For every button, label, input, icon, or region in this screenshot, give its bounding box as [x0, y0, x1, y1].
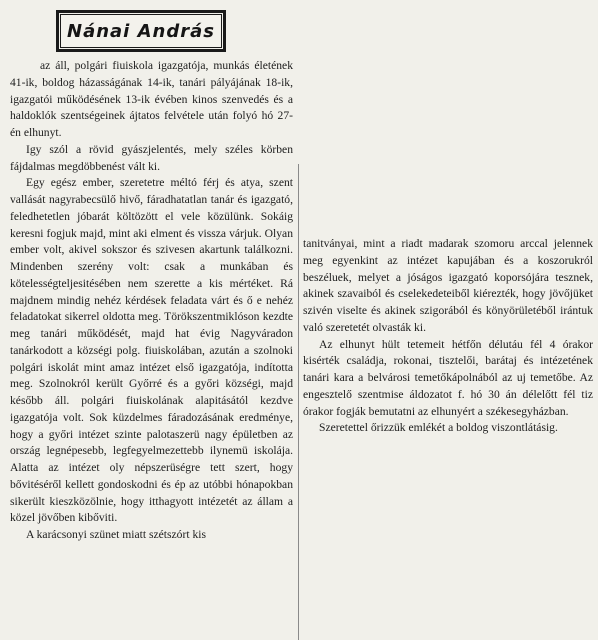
paragraph: A karácsonyi szünet miatt szétszórt kis — [26, 528, 206, 541]
left-column — [10, 58, 293, 544]
column-divider — [298, 164, 299, 640]
paragraph: az áll, polgári fiuiskola igazgatója, munkás életének 41-ik, boldog házasságának 14-ik, tanári pályájának 18-ik, igazgatói működésének 13-ik évében kinos szenvedés és a haldoklók szentségeinek ájtatos felvétele után folyó hó 27-én elhunyt. — [10, 59, 293, 139]
paragraph: Egy egész ember, szeretetre méltó férj és atya, szent vallását nagyrabecsülő hivő, fáradhatatlan tanár és igazgató, feledhetetlen jóbarát költözött el vele közülünk. Sokáig keresni fogjuk majd, mint aki elment és vissza várjuk. Olyan ember volt, akivel sokszor és szivesen akartunk találkozni. Mindenben szerény volt: csak a munkában és kötelességteljesitésében nem szerette a kis mértéket. Rá majdnem mindig nehéz kérdések feladata várt és ő e nehéz feladatokat sikerrel oldotta meg. Törökszentmiklóson kezdte meg tanári működését, majd hat évig Nagyváradon tanárkodott a községi polg. fiuiskolában, azután a szolnoki polgári iskolát mint amaz intézet első igazgatója, indította meg. Szolnokról került Győrré és a győri községi, majd később áll. polgári fiuiskolának alapitásától kezdve igazgatója volt. Sok küzdelmes fáradozásának eredménye, hogy a győri intézet szinte palotaszerü nagy épületben az ország legnépesebb, legfegyelmezettebb ilynemü iskolája. Alatta az intézet oly népszerüségre tett szert, hogy bővitéséről kellett gondoskodni és ép az utóbbi hónapokban sikerült kieszközölnie, hogy itthagyott intézetét az állam a közel jövőben kibőviti. — [10, 176, 293, 525]
paragraph: Igy szól a rövid gyászjelentés, mely széles körben fájdalmas megdöbbenést vált ki. — [10, 142, 293, 173]
paragraph: Szeretettel őrizzük emlékét a boldog viszontlátásig. — [319, 421, 558, 435]
headline: Nánai András — [67, 20, 215, 42]
right-column — [303, 236, 593, 437]
headline-frame — [56, 10, 226, 52]
paragraph: Az elhunyt hült tetemeit hétfőn délutáu fél 4 órakor kisérték családja, rokonai, tisztelői, barátaj és intézetének tanári kara a belvárosi temetőkápolnából az uj temetőbe. Az engesztelő szentmise áldozatot f. hó 30 án délelőtt fél tiz órakor fogják bemutatni az elhunyért a székesegyházban. — [303, 337, 593, 418]
paragraph: tanitványai, mint a riadt madarak szomoru arccal jelennek meg egyenkint az intézet kapujában és a koszorukról beszéluek, melyet a jóságos igazgató koporsójára tesznek, akinek szavaiból és cselekedeteiből kiérezték, hogy jövőjüket szivén viselte és akinek szigorából és könyörületéből irántuk való szeretetét olvasták ki. — [303, 237, 593, 334]
